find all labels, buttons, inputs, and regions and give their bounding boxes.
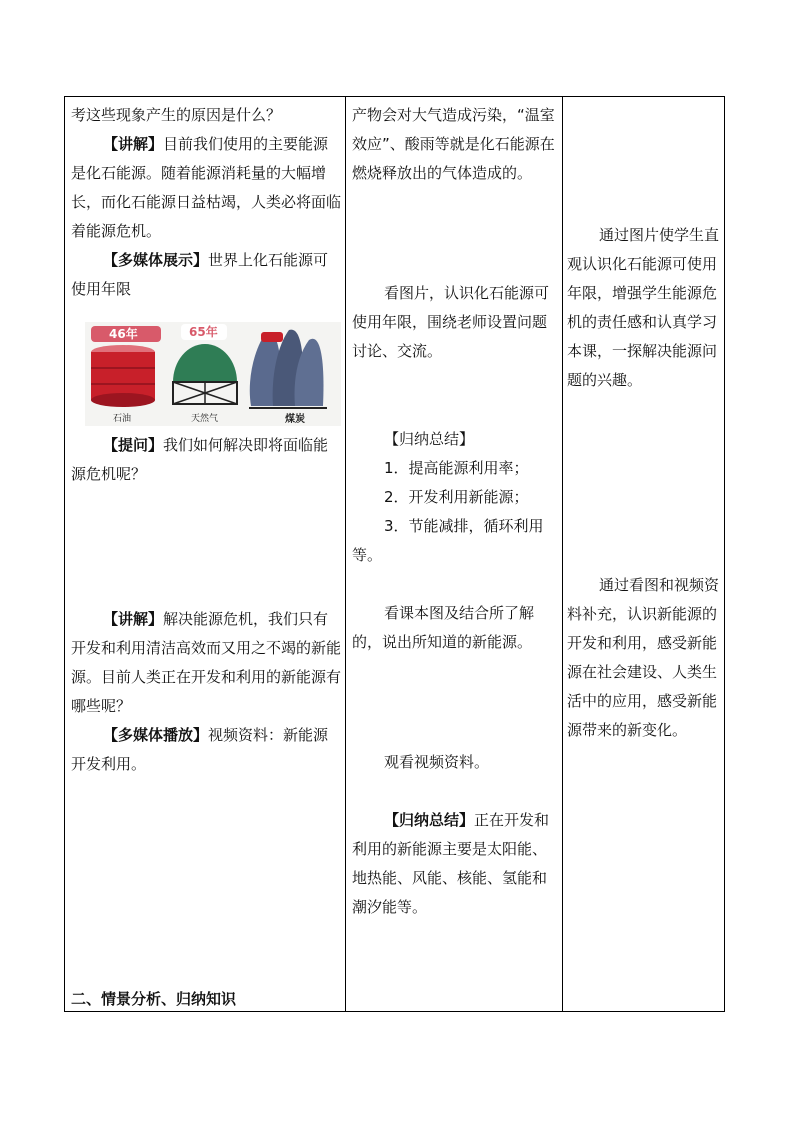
tag-summary-2: 【归纳总结】 [384,811,475,829]
textbook-text: 看课本图及结合所了解的，说出所知道的新能源。 [352,604,535,651]
oil-years-label: 46年 [109,327,138,341]
question-paragraph-text: 我们如何解决即将面临能源危机呢？ [71,436,329,483]
question-text: 考这些现象产生的原因是什么？ [71,106,282,124]
summary-list-item [352,483,560,512]
multimedia-play-text: 视频资料：新能源开发利用。 [71,726,329,773]
summary-heading-text: 【归纳总结】 [384,430,475,448]
tag-explain: 【讲解】 [103,135,164,153]
intent-paragraph-2 [567,571,725,745]
explanation-text-2: 解决能源危机，我们只有开发和利用清洁高效而又用之不竭的新能源。目前人类正在开发和利用的新能源有哪些呢？ [71,610,342,715]
view-picture-paragraph [352,279,560,366]
tag-multimedia-show: 【多媒体展示】 [103,251,209,269]
design-intent-cell [563,97,725,1012]
summary-paragraph-2 [352,806,560,922]
teacher-activity-cell [65,97,346,1012]
summary-list-item [352,512,560,570]
tag-question: 【提问】 [103,436,164,454]
question-paragraph [71,431,343,489]
summary-list-item [352,454,560,483]
student-activity-cell [346,97,563,1012]
explanation-text: 目前我们使用的主要能源是化石能源。随着能源消耗量的大幅增长，而化石能源日益枯竭，人类必将面临着能源危机。 [71,135,342,240]
oil-name-label: 石油 [113,414,132,424]
multimedia-show-text: 世界上化石能源可使用年限 [71,251,329,298]
summary-text-2: 正在开发和利用的新能源主要是太阳能、地热能、风能、核能、氢能和潮汐能等。 [352,811,550,916]
coal-name-label: 煤炭 [285,414,305,425]
gas-name-label: 天然气 [191,414,219,424]
summary-item-2: 2．开发利用新能源； [384,488,529,506]
summary-item-1: 1．提高能源利用率； [384,459,529,477]
watch-video-paragraph [352,748,560,777]
section-heading: 二、情景分析、归纳知识 [71,990,237,1008]
textbook-paragraph [352,599,560,657]
watch-video-text: 观看视频资料。 [384,753,490,771]
pollution-paragraph: 产物会对大气造成污染，“温室效应”、酸雨等就是化石能源在燃烧释放出的气体造成的。 [352,106,555,182]
intent-paragraph-1 [567,221,725,395]
fossil-fuel-years-figure [85,322,341,426]
multimedia-play-paragraph [71,721,343,779]
lesson-table [64,96,725,1012]
summary-heading-1 [352,425,560,454]
gas-years-label: 65年 [189,325,218,339]
summary-list [352,454,560,570]
intent-text-1: 通过图片使学生直观认识化石能源可使用年限，增强学生能源危机的责任感和认真学习本课，一探解决能源问题的兴趣。 [567,226,720,389]
explanation-paragraph-2 [71,605,343,721]
summary-item-3: 3．节能减排，循环利用等。 [352,517,544,564]
multimedia-show-paragraph [71,246,343,304]
tag-multimedia-play: 【多媒体播放】 [103,726,209,744]
explanation-paragraph-1 [71,130,343,246]
view-picture-text: 看图片，认识化石能源可使用年限，围绕老师设置问题讨论、交流。 [352,284,550,360]
intent-text-2: 通过看图和视频资料补充，认识新能源的开发和利用，感受新能源在社会建设、人类生活中的应用，感受新能源带来的新变化。 [567,576,720,739]
tag-explain-2: 【讲解】 [103,610,164,628]
